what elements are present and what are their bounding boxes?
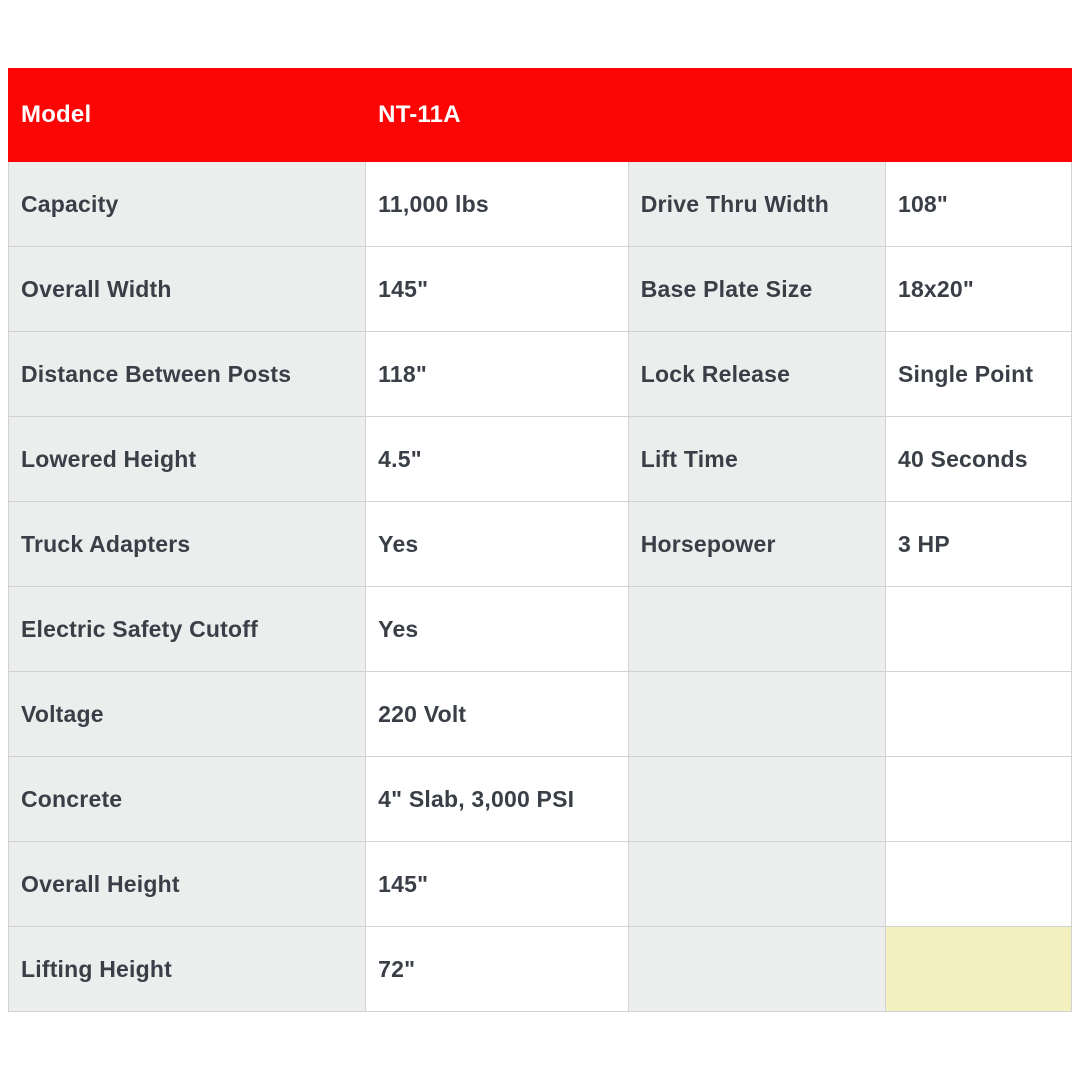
- row-label-secondary: Drive Thru Width: [628, 162, 885, 247]
- row-label: Voltage: [9, 672, 366, 757]
- table-row: [9, 672, 1072, 757]
- row-value: 220 Volt: [366, 672, 629, 757]
- row-label-secondary: Horsepower: [628, 502, 885, 587]
- row-label: Capacity: [9, 162, 366, 247]
- table-row: [9, 927, 1072, 1012]
- row-label: Concrete: [9, 757, 366, 842]
- row-value: 118": [366, 332, 629, 417]
- row-value-secondary: 108": [885, 162, 1071, 247]
- row-value: 145": [366, 842, 629, 927]
- row-label: Overall Height: [9, 842, 366, 927]
- row-label: Lifting Height: [9, 927, 366, 1012]
- header-cell-blank-2: [885, 69, 1071, 162]
- row-value: 145": [366, 247, 629, 332]
- row-value-secondary: [885, 757, 1071, 842]
- row-value: 72": [366, 927, 629, 1012]
- row-label-secondary: [628, 757, 885, 842]
- row-value: 11,000 lbs: [366, 162, 629, 247]
- table-row: [9, 757, 1072, 842]
- table-row: [9, 842, 1072, 927]
- row-value-secondary: 40 Seconds: [885, 417, 1071, 502]
- row-value-secondary: [885, 842, 1071, 927]
- table-header-row: [9, 69, 1072, 162]
- row-value-secondary: [885, 672, 1071, 757]
- row-value-secondary: 3 HP: [885, 502, 1071, 587]
- row-value: Yes: [366, 502, 629, 587]
- row-label-secondary: Base Plate Size: [628, 247, 885, 332]
- row-label-secondary: [628, 672, 885, 757]
- table-row: [9, 332, 1072, 417]
- row-value-secondary-highlight: [885, 927, 1071, 1012]
- header-cell-blank-1: [628, 69, 885, 162]
- row-label-secondary: [628, 587, 885, 672]
- row-value: Yes: [366, 587, 629, 672]
- table-row: [9, 247, 1072, 332]
- row-value: 4" Slab, 3,000 PSI: [366, 757, 629, 842]
- row-value-secondary: Single Point: [885, 332, 1071, 417]
- header-cell-model-value: NT-11A: [366, 69, 629, 162]
- header-cell-model: Model: [9, 69, 366, 162]
- row-label: Truck Adapters: [9, 502, 366, 587]
- specifications-table: [8, 68, 1072, 1012]
- row-label-secondary: [628, 842, 885, 927]
- table-row: [9, 502, 1072, 587]
- table-row: [9, 587, 1072, 672]
- row-value-secondary: [885, 587, 1071, 672]
- row-label-secondary: Lock Release: [628, 332, 885, 417]
- table-row: [9, 417, 1072, 502]
- row-value-secondary: 18x20": [885, 247, 1071, 332]
- row-label: Distance Between Posts: [9, 332, 366, 417]
- row-label: Lowered Height: [9, 417, 366, 502]
- specifications-table-container: [8, 68, 1072, 1012]
- table-row: [9, 162, 1072, 247]
- row-label-secondary: Lift Time: [628, 417, 885, 502]
- row-value: 4.5": [366, 417, 629, 502]
- row-label: Overall Width: [9, 247, 366, 332]
- row-label: Electric Safety Cutoff: [9, 587, 366, 672]
- row-label-secondary: [628, 927, 885, 1012]
